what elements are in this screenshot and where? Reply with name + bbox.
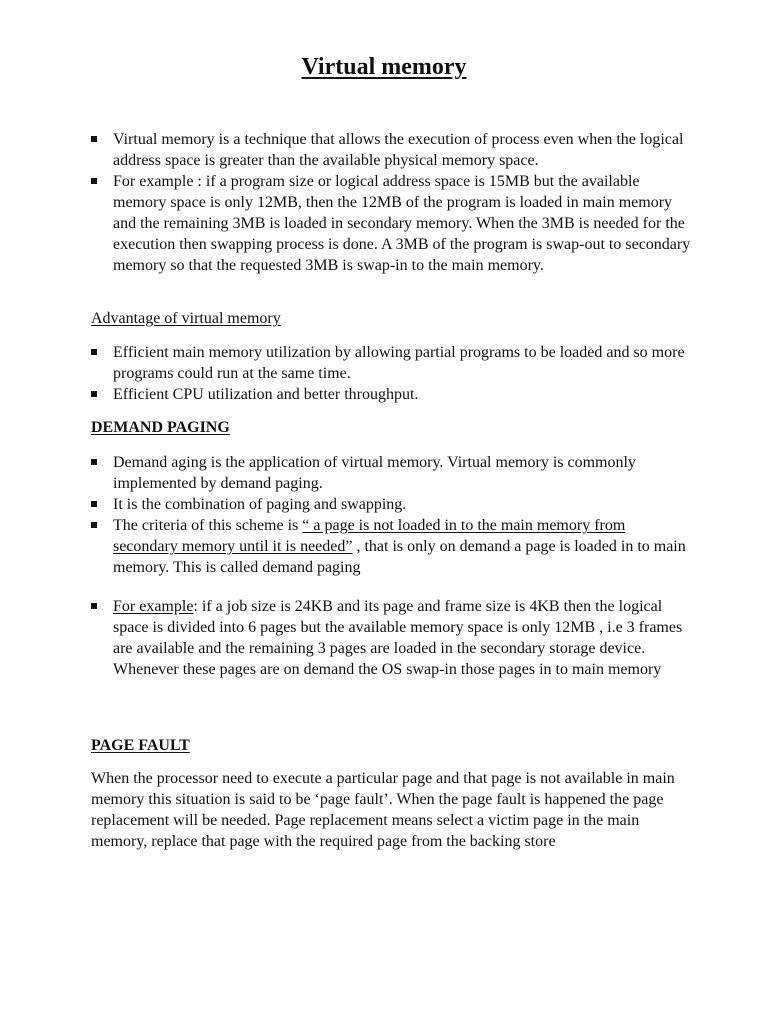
- list-item-text: Efficient CPU utilization and better throughput.: [113, 386, 419, 403]
- demand-paging-heading: DEMAND PAGING: [91, 419, 230, 436]
- square-bullet-icon: [91, 391, 97, 397]
- square-bullet-icon: [91, 501, 97, 507]
- list-item: [91, 452, 691, 494]
- demand-paging-example-section: [91, 596, 691, 680]
- square-bullet-icon: [91, 459, 97, 465]
- list-item: [91, 342, 691, 384]
- demand-paging-section: [91, 452, 691, 578]
- square-bullet-icon: [91, 136, 97, 142]
- list-item-text: Efficient main memory utilization by allowing partial programs to be loaded and so more programs could run at the same time.: [113, 344, 685, 382]
- example-label: For example: [113, 598, 194, 615]
- square-bullet-icon: [91, 178, 97, 184]
- page-fault-section: [91, 768, 683, 852]
- list-item: [91, 129, 691, 171]
- list-item: [91, 494, 691, 515]
- square-bullet-icon: [91, 349, 97, 355]
- advantage-section: [91, 308, 691, 329]
- demand-paging-heading-block: [91, 417, 691, 438]
- advantage-bullets-section: [91, 342, 691, 405]
- example-text: : if a job size is 24KB and its page and frame size is 4KB then the logical space is divided into 6 pages but the available memory space is only 12MB , i.e 3 frames are available and the remaining 3 pages are loaded in the secondary storage device. Whenever these pages are on demand the OS swap-in those pages in to main memory: [113, 598, 683, 678]
- intro-bullet-list: [91, 129, 691, 276]
- square-bullet-icon: [91, 522, 97, 528]
- list-item-text: It is the combination of paging and swapping.: [113, 496, 407, 513]
- list-item-text: Virtual memory is a technique that allows the execution of process even when the logical address space is greater than the available physical memory space.: [113, 131, 684, 169]
- list-item-text-prefix: The criteria of this scheme is: [113, 517, 303, 534]
- demand-paging-bullet-list: [91, 452, 691, 578]
- advantage-bullet-list: [91, 342, 691, 405]
- example-bullet-list: [91, 596, 691, 680]
- list-item-text: For example : if a program size or logical address space is 15MB but the available memory space is only 12MB, then the 12MB of the program is loaded in main memory and the remaining 3MB is loaded in secondary memory. When the 3MB is needed for the execution then swapping process is done. A 3MB of the program is swap-out to secondary memory so that the requested 3MB is swap-in to the main memory.: [113, 173, 691, 274]
- page-fault-heading: PAGE FAULT: [91, 737, 190, 754]
- page-fault-paragraph: When the processor need to execute a particular page and that page is not available in main memory this situation is said to be ‘page fault’. When the page fault is happened the page replacement will be needed. Page replacement means select a victim page in the main memory, replace that page with the required page from the backing store: [91, 770, 675, 850]
- page-title: Virtual memory: [301, 54, 467, 80]
- intro-section: [91, 129, 691, 276]
- advantage-heading: Advantage of virtual memory: [91, 310, 281, 327]
- list-item-text: Demand aging is the application of virtual memory. Virtual memory is commonly implemented by demand paging.: [113, 454, 636, 492]
- list-item: [91, 596, 691, 680]
- square-bullet-icon: [91, 603, 97, 609]
- list-item: [91, 171, 691, 276]
- list-item: [91, 384, 691, 405]
- list-item-text-suffix: , that is only on demand a page is loaded in to main memory. This is called demand paging: [113, 538, 686, 576]
- criteria-quote: “ a page is not loaded in to the main memory from secondary memory until it is needed”: [113, 517, 626, 555]
- list-item: [91, 515, 691, 578]
- page-fault-heading-block: [91, 735, 691, 756]
